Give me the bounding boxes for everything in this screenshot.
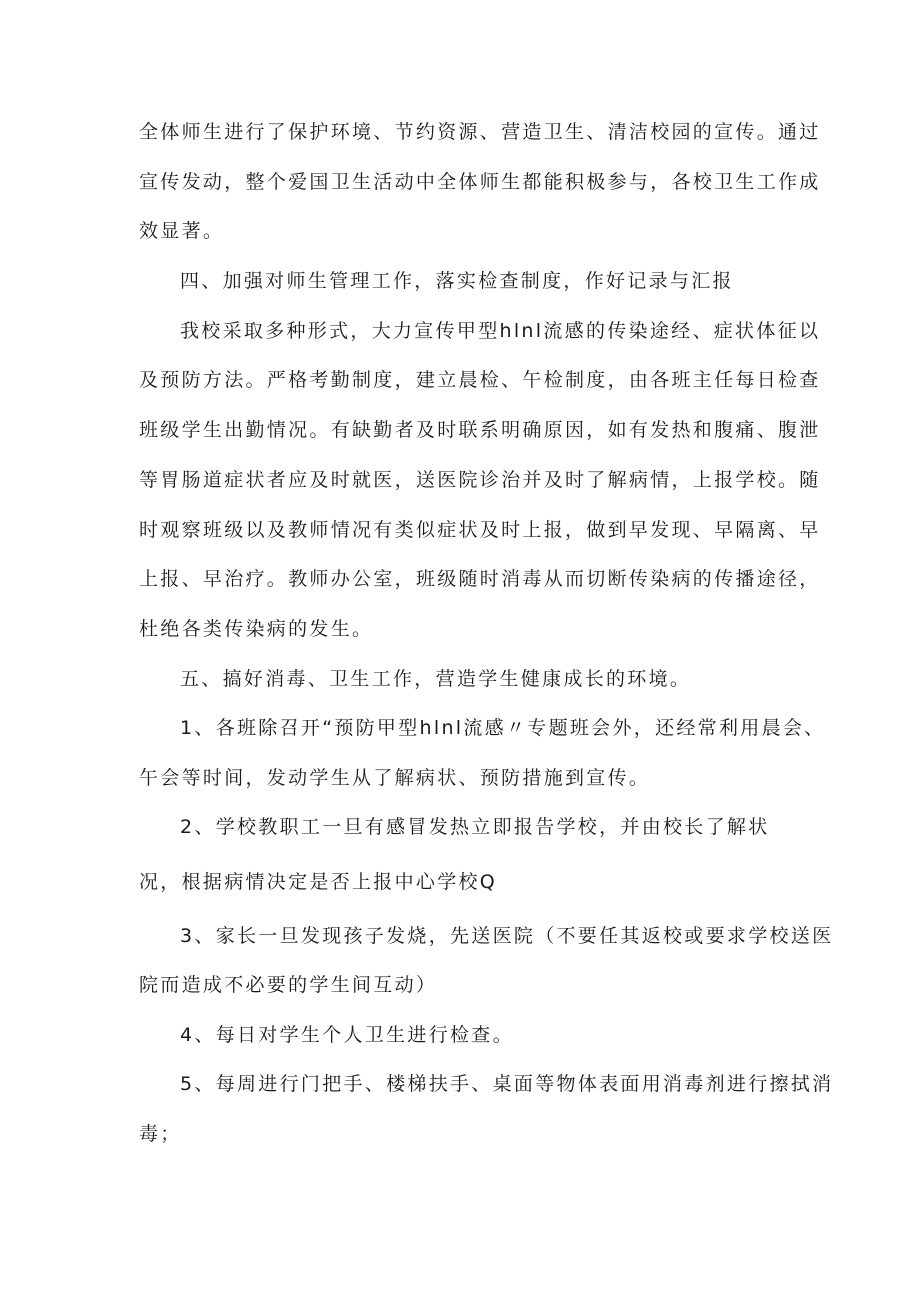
list-item-3: 3、家长一旦发现孩子发烧，先送医院（不要任其返校或要求学校送医 <box>180 925 834 947</box>
list-item-5: 5、每周进行门把手、楼梯扶手、桌面等物体表面用消毒剂进行擦拭消 <box>180 1073 834 1095</box>
paragraph-line: 杜绝各类传染病的发生。 <box>139 618 374 640</box>
paragraph-line: 院而造成不必要的学生间互动） <box>139 974 438 996</box>
paragraph-line: 全体师生进行了保护环境、节约资源、营造卫生、清洁校园的宣传。通过 <box>139 121 821 143</box>
paragraph-line: 毒； <box>139 1123 182 1145</box>
list-item-4: 4、每日对学生个人卫生进行检查。 <box>180 1024 514 1046</box>
paragraph-line: 我校采取多种形式，大力宣传甲型hlnl流感的传染途经、症状体征以 <box>180 320 821 342</box>
paragraph-line: 宣传发动，整个爱国卫生活动中全体师生都能积极参与，各校卫生工作成 <box>139 171 821 193</box>
section-heading-four: 四、加强对师生管理工作，落实检查制度，作好记录与汇报 <box>180 270 734 292</box>
paragraph-line: 午会等时间，发动学生从了解病状、预防措施到宣传。 <box>139 767 651 789</box>
paragraph-line: 及预防方法。严格考勤制度，建立晨检、午检制度，由各班主任每日检查 <box>139 369 821 391</box>
paragraph-line: 班级学生出勤情况。有缺勤者及时联系明确原因，如有发热和腹痛、腹泄 <box>139 419 821 441</box>
paragraph-line: 况，根据病情决定是否上报中心学校Q <box>139 871 498 893</box>
list-item-2: 2、学校教职工一旦有感冒发热立即报告学校，并由校长了解状 <box>180 816 770 838</box>
section-heading-five: 五、搞好消毒、卫生工作，营造学生健康成长的环境。 <box>180 668 692 690</box>
paragraph-line: 效显著。 <box>139 220 225 242</box>
list-item-1: 1、各班除召开“预防甲型hlnl流感〃专题班会外，还经常利用晨会、 <box>180 717 826 739</box>
paragraph-line: 等胃肠道症状者应及时就医，送医院诊治并及时了解病情，上报学校。随 <box>139 469 821 491</box>
paragraph-line: 上报、早治疗。教师办公室，班级随时消毒从而切断传染病的传播途径， <box>139 568 821 590</box>
paragraph-line: 时观察班级以及教师情况有类似症状及时上报，做到早发现、早隔离、早 <box>139 519 821 541</box>
